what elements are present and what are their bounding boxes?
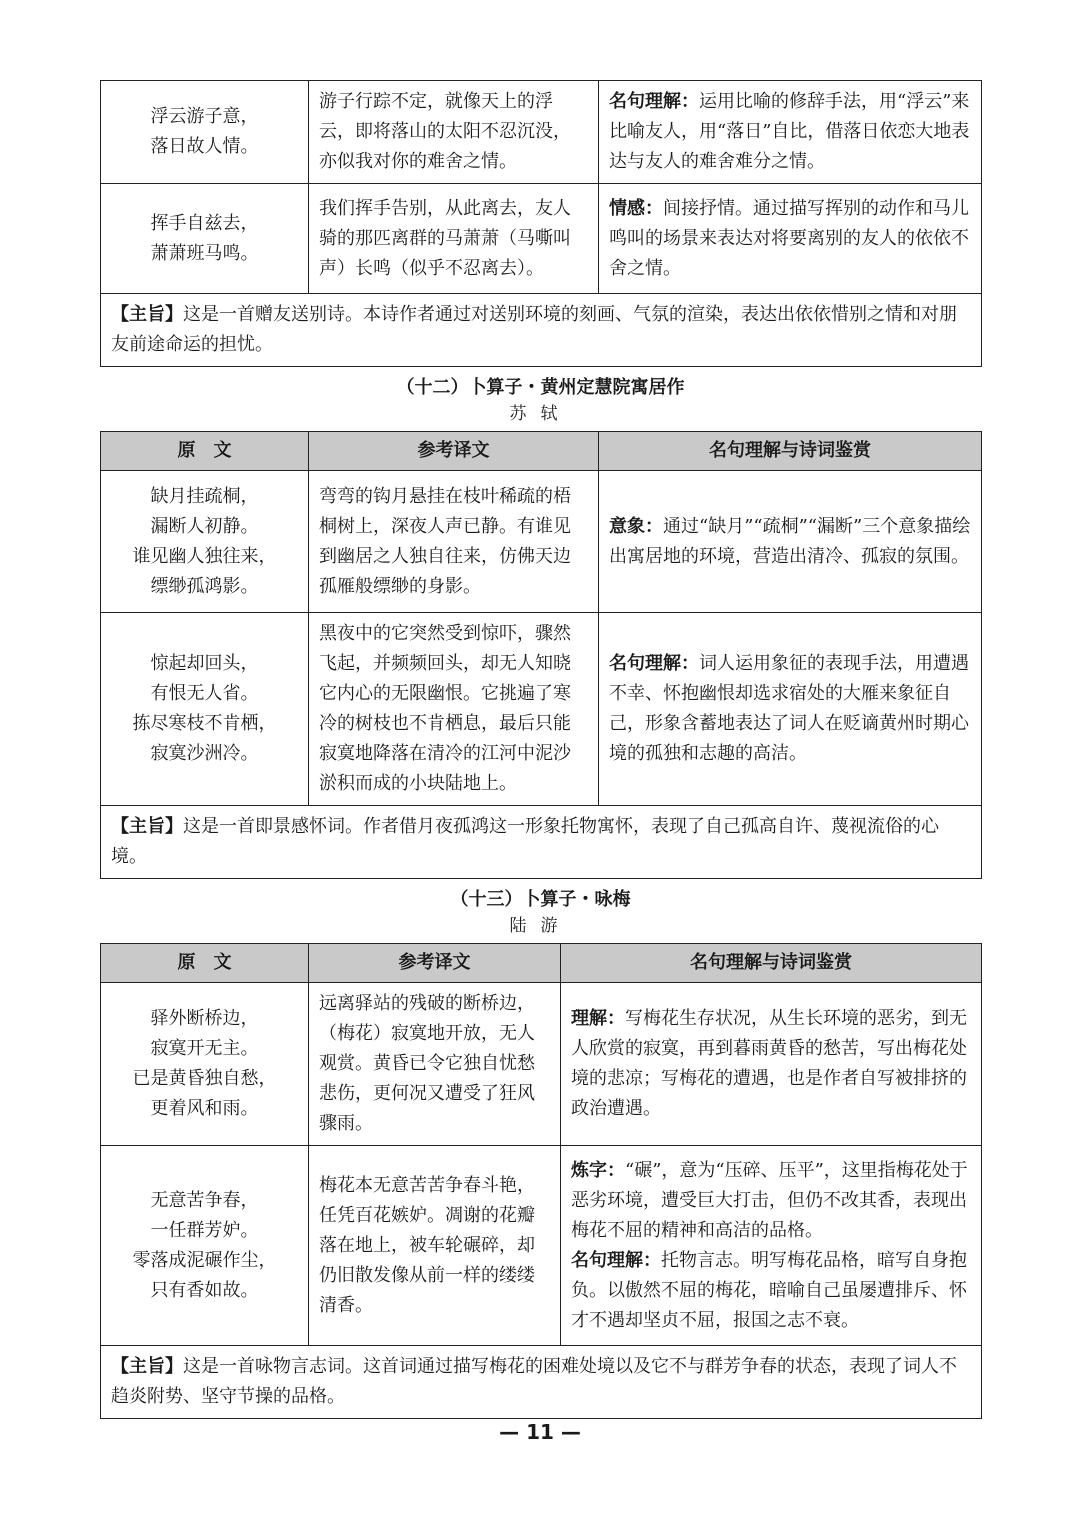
appreciation-label: 名句理解： xyxy=(609,91,699,112)
column-header: 原 文 xyxy=(101,944,309,983)
table-row xyxy=(101,613,982,806)
appreciation-text: “碾”，意为“压碎、压平”，这里指梅花处于恶劣环境，遭受巨大打击，但仍不改其香，表现出梅花不屈的精神和高洁的品格。 xyxy=(571,1159,968,1241)
theme-text: 这是一首赠友送别诗。本诗作者通过对送别环境的刻画、气氛的渲染，表达出依依惜别之情和对朋友前途命运的担忧。 xyxy=(111,304,957,355)
translation-cell: 我们挥手告别，从此离去，友人骑的那匹离群的马萧萧（马嘶叫声）长鸣（似乎不忍离去）。 xyxy=(309,184,599,294)
appreciation-text: 托物言志。明写梅花品格，暗写自身抱负。以傲然不屈的梅花，暗喻自己虽屡遭排斥、怀才不遇却坚贞不屈，报国之志不衰。 xyxy=(571,1249,967,1331)
verse-line: 无意苦争春， xyxy=(150,1189,259,1211)
original-text-cell xyxy=(101,81,309,184)
column-header: 参考译文 xyxy=(309,944,561,983)
poem-table-12 xyxy=(100,431,982,879)
verse-line: 落日故人情。 xyxy=(150,136,259,157)
verse-line: 只有香如故。 xyxy=(150,1279,259,1301)
original-text-cell xyxy=(101,184,309,294)
verse-line: 寂寞开无主。 xyxy=(150,1038,259,1059)
theme-text: 这是一首咏物言志词。这首词通过描写梅花的困难处境以及它不与群芳争春的状态，表现了词人不趋炎附势、坚守节操的品格。 xyxy=(111,1356,957,1407)
verse-line: 缺月挂疏桐， xyxy=(150,485,259,507)
verse-line: 有恨无人省。 xyxy=(150,683,259,704)
table-row xyxy=(101,983,982,1146)
poem-title: （十二）卜算子・黄州定慧院寓居作 xyxy=(396,377,685,398)
poem-author: 苏轼 xyxy=(509,404,572,424)
verse-line: 更着风和雨。 xyxy=(150,1098,259,1119)
verse-line: 寂寞沙洲冷。 xyxy=(150,743,259,764)
theme-row xyxy=(101,806,982,879)
table-header xyxy=(101,944,982,983)
verse-line: 拣尽寒枝不肯栖， xyxy=(132,713,277,734)
translation-cell: 梅花本无意苦苦争春斗艳，任凭百花嫉妒。凋谢的花瓣落在地上，被车轮碾碎，却仍旧散发像从前一样的缕缕清香。 xyxy=(309,1146,561,1346)
theme-label: 【主旨】 xyxy=(111,1356,183,1377)
column-header: 参考译文 xyxy=(309,432,599,471)
appreciation-cell xyxy=(561,983,982,1146)
theme-row xyxy=(101,294,982,367)
poem-title: （十三）卜算子・咏梅 xyxy=(450,889,631,910)
verse-line: 零落成泥碾作尘， xyxy=(132,1249,277,1271)
appreciation-label: 炼字： xyxy=(571,1159,625,1181)
theme-text: 这是一首即景感怀词。作者借月夜孤鸿这一形象托物寓怀，表现了自己孤高自许、蔑视流俗的心境。 xyxy=(111,816,939,867)
original-text-cell xyxy=(101,471,309,613)
appreciation-cell xyxy=(561,1146,982,1346)
table-row xyxy=(101,184,982,294)
verse-line: 已是黄昏独自愁， xyxy=(132,1068,277,1089)
theme-cell xyxy=(101,806,982,879)
appreciation-text: 间接抒情。通过描写挥别的动作和马儿鸣叫的场景来表达对将要离别的友人的依依不舍之情。 xyxy=(609,197,969,279)
translation-cell: 游子行踪不定，就像天上的浮云，即将落山的太阳不忍沉没，亦似我对你的难舍之情。 xyxy=(309,81,599,184)
appreciation-label: 意象： xyxy=(609,515,663,537)
table-row xyxy=(101,81,982,184)
original-text-cell xyxy=(101,613,309,806)
verse-line: 一任群芳妒。 xyxy=(150,1219,259,1241)
poem-author: 陆游 xyxy=(509,916,572,936)
theme-label: 【主旨】 xyxy=(111,816,183,837)
column-header: 名句理解与诗词鉴赏 xyxy=(599,432,982,471)
appreciation-cell xyxy=(599,81,982,184)
theme-cell xyxy=(101,294,982,367)
table-row xyxy=(101,1146,982,1346)
translation-cell: 黑夜中的它突然受到惊吓，骤然飞起，并频频回头，却无人知晓它内心的无限幽恨。它挑遍了寒冷的树枝也不肯栖息，最后只能寂寞地降落在清冷的江河中泥沙淤积而成的小块陆地上。 xyxy=(309,613,599,806)
original-text-cell xyxy=(101,983,309,1146)
appreciation-label: 名句理解： xyxy=(609,653,699,674)
verse-line: 驿外断桥边， xyxy=(150,1008,259,1029)
page-number: — 11 — xyxy=(499,1420,581,1444)
column-header: 名句理解与诗词鉴赏 xyxy=(561,944,982,983)
poem-table-13 xyxy=(100,943,982,1419)
table-header xyxy=(101,432,982,471)
appreciation-label: 理解： xyxy=(571,1008,625,1029)
translation-cell: 弯弯的钩月悬挂在枝叶稀疏的梧桐树上，深夜人声已静。有谁见到幽居之人独自往来，仿佛天边孤雁般缥缈的身影。 xyxy=(309,471,599,613)
verse-line: 缥缈孤鸿影。 xyxy=(150,575,259,597)
page-content xyxy=(100,80,981,1419)
verse-line: 漏断人初静。 xyxy=(150,515,259,537)
appreciation-cell xyxy=(599,184,982,294)
appreciation-text: 运用比喻的修辞手法，用“浮云”来比喻友人，用“落日”自比，借落日依恋大地表达与友人的难舍难分之情。 xyxy=(609,91,970,172)
verse-line: 挥手自兹去， xyxy=(150,212,259,234)
appreciation-cell xyxy=(599,613,982,806)
theme-cell xyxy=(101,1346,982,1419)
appreciation-label: 情感： xyxy=(609,197,663,219)
appreciation-cell xyxy=(599,471,982,613)
appreciation-text: 词人运用象征的表现手法，用遭遇不幸、怀抱幽恨却选求宿处的大雁来象征自己，形象含蓄地表达了词人在贬谪黄州时期心境的孤独和志趣的高洁。 xyxy=(609,653,969,764)
verse-line: 萧萧班马鸣。 xyxy=(150,242,259,264)
translation-cell: 远离驿站的残破的断桥边，（梅花）寂寞地开放，无人观赏。黄昏已令它独自忧愁悲伤，更何况又遭受了狂风骤雨。 xyxy=(309,983,561,1146)
verse-line: 浮云游子意， xyxy=(150,106,259,127)
appreciation-text: 写梅花生存状况，从生长环境的恶劣，到无人欣赏的寂寞，再到暮雨黄昏的愁苦，写出梅花处境的悲凉；写梅花的遭遇，也是作者自写被排挤的政治遭遇。 xyxy=(571,1008,967,1119)
verse-line: 惊起却回头， xyxy=(150,653,259,674)
column-header: 原 文 xyxy=(101,432,309,471)
original-text-cell xyxy=(101,1146,309,1346)
table-row xyxy=(101,471,982,613)
appreciation-text: 通过“缺月”“疏桐”“漏断”三个意象描绘出寓居地的环境，营造出清冷、孤寂的氛围。 xyxy=(609,515,971,567)
theme-row xyxy=(101,1346,982,1419)
verse-line: 谁见幽人独往来， xyxy=(132,545,277,567)
theme-label: 【主旨】 xyxy=(111,304,183,325)
appreciation-label: 名句理解： xyxy=(571,1249,661,1271)
poem-table-11 xyxy=(100,80,982,367)
